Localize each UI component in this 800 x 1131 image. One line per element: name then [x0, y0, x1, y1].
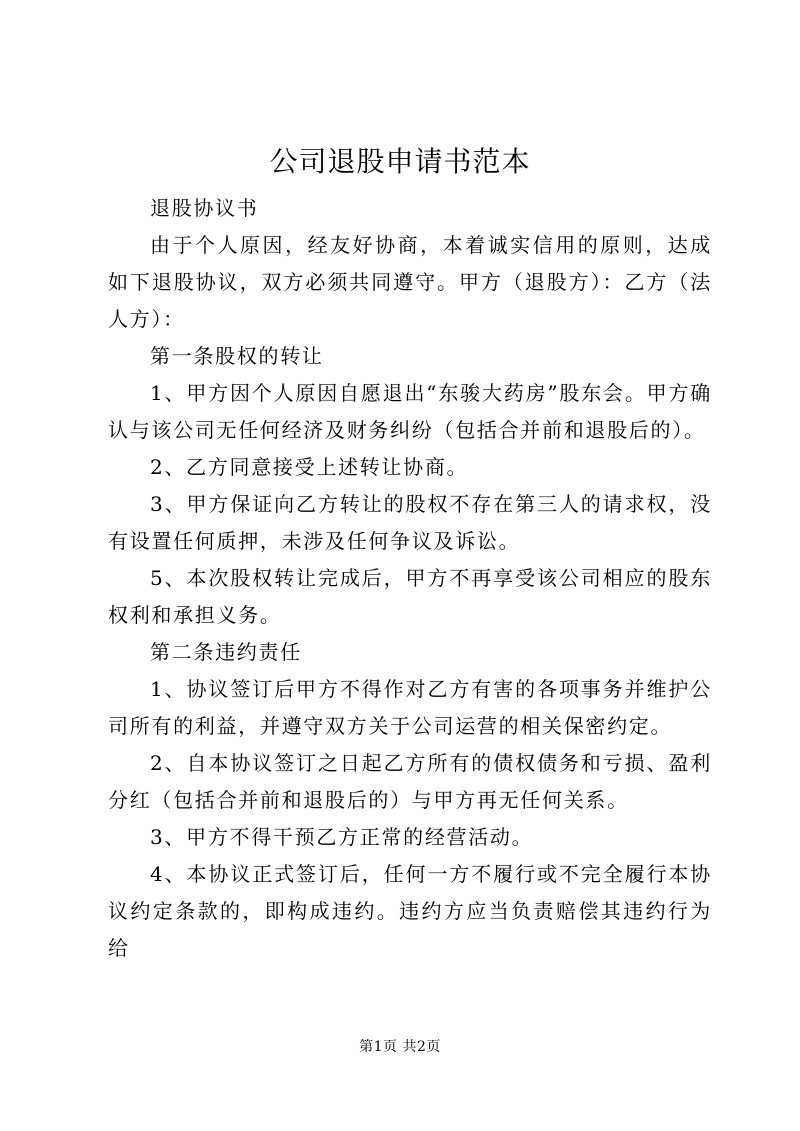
clause-2-3: 3、甲方不得干预乙方正常的经营活动。 [150, 825, 534, 849]
clause-2-4: 4、本协议正式签订后，任何一方不履行或不完全履行本协议约定条款的，即构成违约。违约方应当负责赔偿其违约行为给 [108, 862, 712, 960]
paragraph-heading: 退股协议书 [150, 196, 259, 220]
paragraph-intro: 由于个人原因，经友好协商，本着诚实信用的原则，达成如下退股协议，双方必须共同遵守。甲方（退股方）：乙方（法人方）： [108, 233, 712, 331]
clause-1-1: 1、甲方因个人原因自愿退出“东骏大药房”股东会。甲方确认与该公司无任何经济及财务纠纷（包括合并前和退股后的）。 [108, 381, 712, 442]
page-footer: 第1页 共2页 [359, 1039, 441, 1055]
clause-1-5: 5、本次股权转让完成后，甲方不再享受该公司相应的股东权利和承担义务。 [108, 566, 712, 627]
clause-1-3: 3、甲方保证向乙方转让的股权不存在第三人的请求权，没有设置任何质押，未涉及任何争议及诉讼。 [108, 492, 712, 553]
clause-2-2: 2、自本协议签订之日起乙方所有的债权债务和亏损、盈利分红（包括合并前和退股后的）与甲方再无任何关系。 [108, 751, 712, 812]
clause-1-2: 2、乙方同意接受上述转让协商。 [150, 455, 469, 479]
clause-2-1: 1、协议签订后甲方不得作对乙方有害的各项事务并维护公司所有的利益，并遵守双方关于公司运营的相关保密约定。 [108, 677, 712, 738]
section-heading-article-1: 第一条股权的转让 [150, 344, 324, 368]
document-title: 公司退股申请书范本 [269, 145, 531, 178]
document-body [108, 190, 712, 967]
section-heading-article-2: 第二条违约责任 [150, 640, 302, 664]
